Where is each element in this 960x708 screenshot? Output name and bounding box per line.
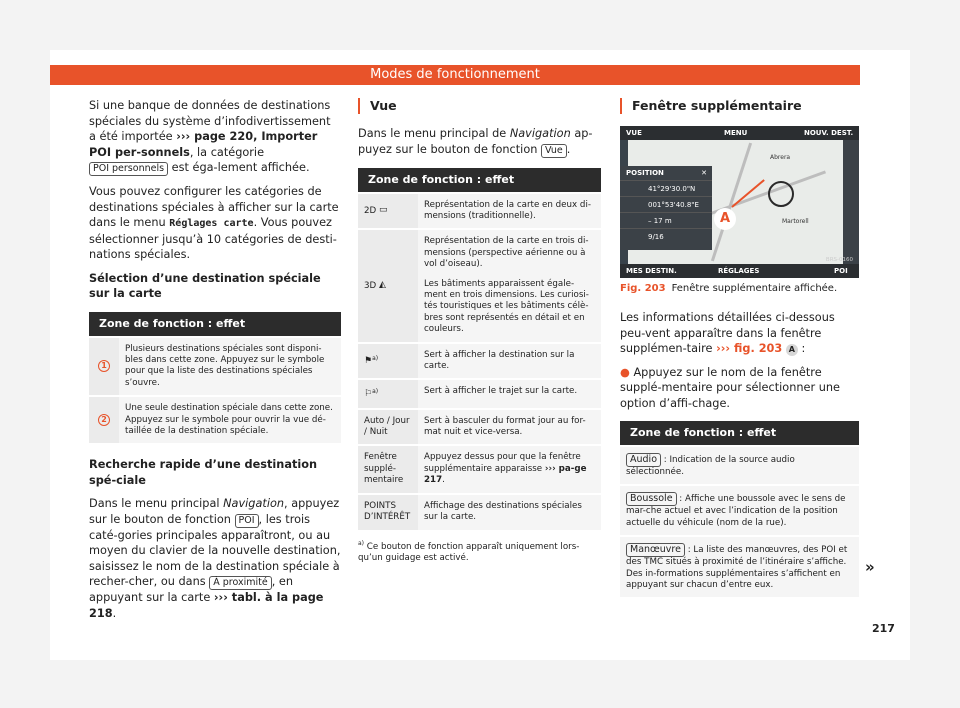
position-target-icon <box>768 181 794 207</box>
screen-bottom-bar <box>620 264 859 278</box>
number-badge: 2 <box>98 414 110 426</box>
table-row: Manœuvre : La liste des manœuvres, des POI et des TMC situés à proximité de l’itinéraire s’affiche. Des in-formations supplémentaires s’affichent en appuyant sur chacun d’entre eux. <box>620 535 859 597</box>
subheading-select-poi: Sélection d’une destination spéciale sur la carte <box>89 271 321 300</box>
table-header: Zone de fonction : effet <box>358 166 601 192</box>
paragraph-configure-categories: Vous pouvez configurer les catégories de destinations spéciales à afficher sur la carte dans le menu Réglages carte. Vous pouvez sélectionner jusqu’à 10 catégories de desti-nations spéciales. <box>89 185 339 261</box>
table-row: 1 Plusieurs destinations spéciales sont disponi-bles dans cette zone. Appuyez sur le symbole pour que la liste des destinations spéciales s’ouvre. <box>89 336 341 396</box>
table-row: ⚐$^{a)}$ Sert à afficher le trajet sur la carte. <box>358 378 601 407</box>
table-vue-functions <box>358 166 601 530</box>
table-row: Fenêtre supplé-mentaire Appuyez dessus pour que la fenêtre supplémentaire apparaisse ››› pa-ge 217. <box>358 444 601 492</box>
table-row: Audio : Indication de la source audio sélectionnée. <box>620 445 859 484</box>
table-row: Boussole : Affiche une boussole avec le sens de mar-che actuel et avec l’indication de la position actuelle du véhicule (nom de la rue). <box>620 484 859 535</box>
column-2 <box>358 98 601 564</box>
btn-reglages[interactable]: RÉGLAGES <box>718 267 760 275</box>
figure-caption: Fig. 203 Fenêtre supplémentaire affichée. <box>620 283 838 294</box>
paragraph-poi-import: Si une banque de données de destinations spéciales du système d’infodivertissement a été importée ››› page 220, Importer POI per-sonnels, la catégorie POI personnels est éga-lement affichée. <box>89 99 331 174</box>
btn-mes-destin[interactable]: MES DESTIN. <box>626 267 677 275</box>
paragraph-vue: Dans le menu principal de Navigation ap-puyez sur le bouton de fonction Vue . <box>358 127 593 156</box>
section-title-window: Fenêtre supplémentaire <box>620 98 859 114</box>
destination-flag-icon: ⚑ <box>364 356 373 366</box>
table-row: Auto / Jour / Nuit Sert à basculer du format jour au for-mat nuit et vice-versa. <box>358 408 601 445</box>
callout-a-badge: A <box>786 344 798 356</box>
section-title-vue: Vue <box>358 98 601 114</box>
route-flag-icon: ⚐ <box>364 389 373 400</box>
column-3 <box>620 98 859 597</box>
bullet-item: ● Appuyez sur le nom de la fenêtre supplé-mentaire pour sélectionner une option d’affi-chage. <box>620 365 840 410</box>
table-row: 3D ◭ Représentation de la carte en trois di-mensions (perspective aérienne ou à vol d’oiseau). Les bâtiments apparaissent égale-ment en trois dimensions. Les curiosi-tés touristiques et les bâtiments célè-bres sont représentés en détail et en couleurs. <box>358 228 601 341</box>
btn-vue[interactable]: VUE <box>626 129 642 137</box>
key-poi-personnels[interactable]: POI personnels <box>89 162 168 176</box>
continue-arrow: » <box>865 558 875 576</box>
table-row: 2D ▭ Représentation de la carte en deux di-mensions (traditionnelle). <box>358 192 601 229</box>
key-audio[interactable]: Audio <box>626 453 661 467</box>
btn-poi[interactable]: POI <box>834 267 848 275</box>
table-row: POINTS D’INTÉRÊT Affichage des destinations spéciales sur la carte. <box>358 493 601 530</box>
column-1 <box>89 98 341 629</box>
paragraph-quick-search: Dans le menu principal Navigation, appuyez sur le bouton de fonction POI , les trois caté-gories principales apparaîtront, ou au moyen du clavier de la nouvelle destination, saisissez le nom de la destination spéciale à recher-cher, ou dans À proximité , en appuyant sur la carte ››› tabl. à la page 218. <box>89 497 341 620</box>
key-a-proximite[interactable]: À proximité <box>209 576 272 590</box>
figure-navigation-screen <box>620 126 859 278</box>
btn-nouv-dest[interactable]: NOUV. DEST. <box>804 129 854 137</box>
table-row: 2 Une seule destination spéciale dans cette zone. Appuyez sur le symbole pour ouvrir la vue dé-taillée de la destination spéciale. <box>89 395 341 443</box>
page-link-217[interactable]: ››› pa-ge 217 <box>424 463 587 486</box>
table-row: ⚑$^{a)}$ Sert à afficher la destination sur la carte. <box>358 342 601 379</box>
paragraph-window-info: Les informations détaillées ci-dessous peu-vent apparaître dans la fenêtre supplémen-taire ››› fig. 203 A : <box>620 311 835 355</box>
screen-top-bar <box>620 126 859 140</box>
page-number: 217 <box>872 622 895 635</box>
footnote: $^{a)}$ Ce bouton de fonction apparaît uniquement lors-qu’un guidage est activé. <box>358 539 580 563</box>
table-header: Zone de fonction : effet <box>620 419 859 445</box>
figure-code: BRS-0160 <box>825 257 853 263</box>
figure-link[interactable]: ››› fig. 203 <box>716 342 783 355</box>
chapter-header: Modes de fonctionnement <box>50 65 860 85</box>
close-icon[interactable]: ✕ <box>701 169 707 177</box>
subheading-quick-search: Recherche rapide d’une destination spé-ciale <box>89 458 318 487</box>
page-link-import-poi[interactable]: ››› page 220, Importer POI per-sonnels <box>89 130 318 159</box>
zoom-bar[interactable] <box>843 140 859 264</box>
key-manoeuvre[interactable]: Manœuvre <box>626 543 685 557</box>
key-poi[interactable]: POI <box>235 514 259 528</box>
table-link[interactable]: ››› tabl. à la page 218 <box>89 591 324 620</box>
place-label: Abrera <box>770 154 791 161</box>
key-boussole[interactable]: Boussole <box>626 492 677 506</box>
table-header: Zone de fonction : effet <box>89 310 341 336</box>
btn-menu[interactable]: MENU <box>724 129 748 137</box>
table-poi-selection <box>89 310 341 444</box>
map-2d-icon: ▭ <box>378 204 388 215</box>
table-window-options <box>620 419 859 597</box>
menu-reglages-carte: Réglages carte <box>169 218 254 229</box>
place-label: Martorell <box>782 218 809 225</box>
key-vue[interactable]: Vue <box>541 144 567 158</box>
callout-a: A <box>714 208 736 230</box>
position-panel: POSITION ✕ 41°29'30.0"N 001°53'40.8"E – 17 m 9/16 <box>620 166 712 250</box>
map-3d-icon: ◭ <box>378 279 386 290</box>
number-badge: 1 <box>98 360 110 372</box>
